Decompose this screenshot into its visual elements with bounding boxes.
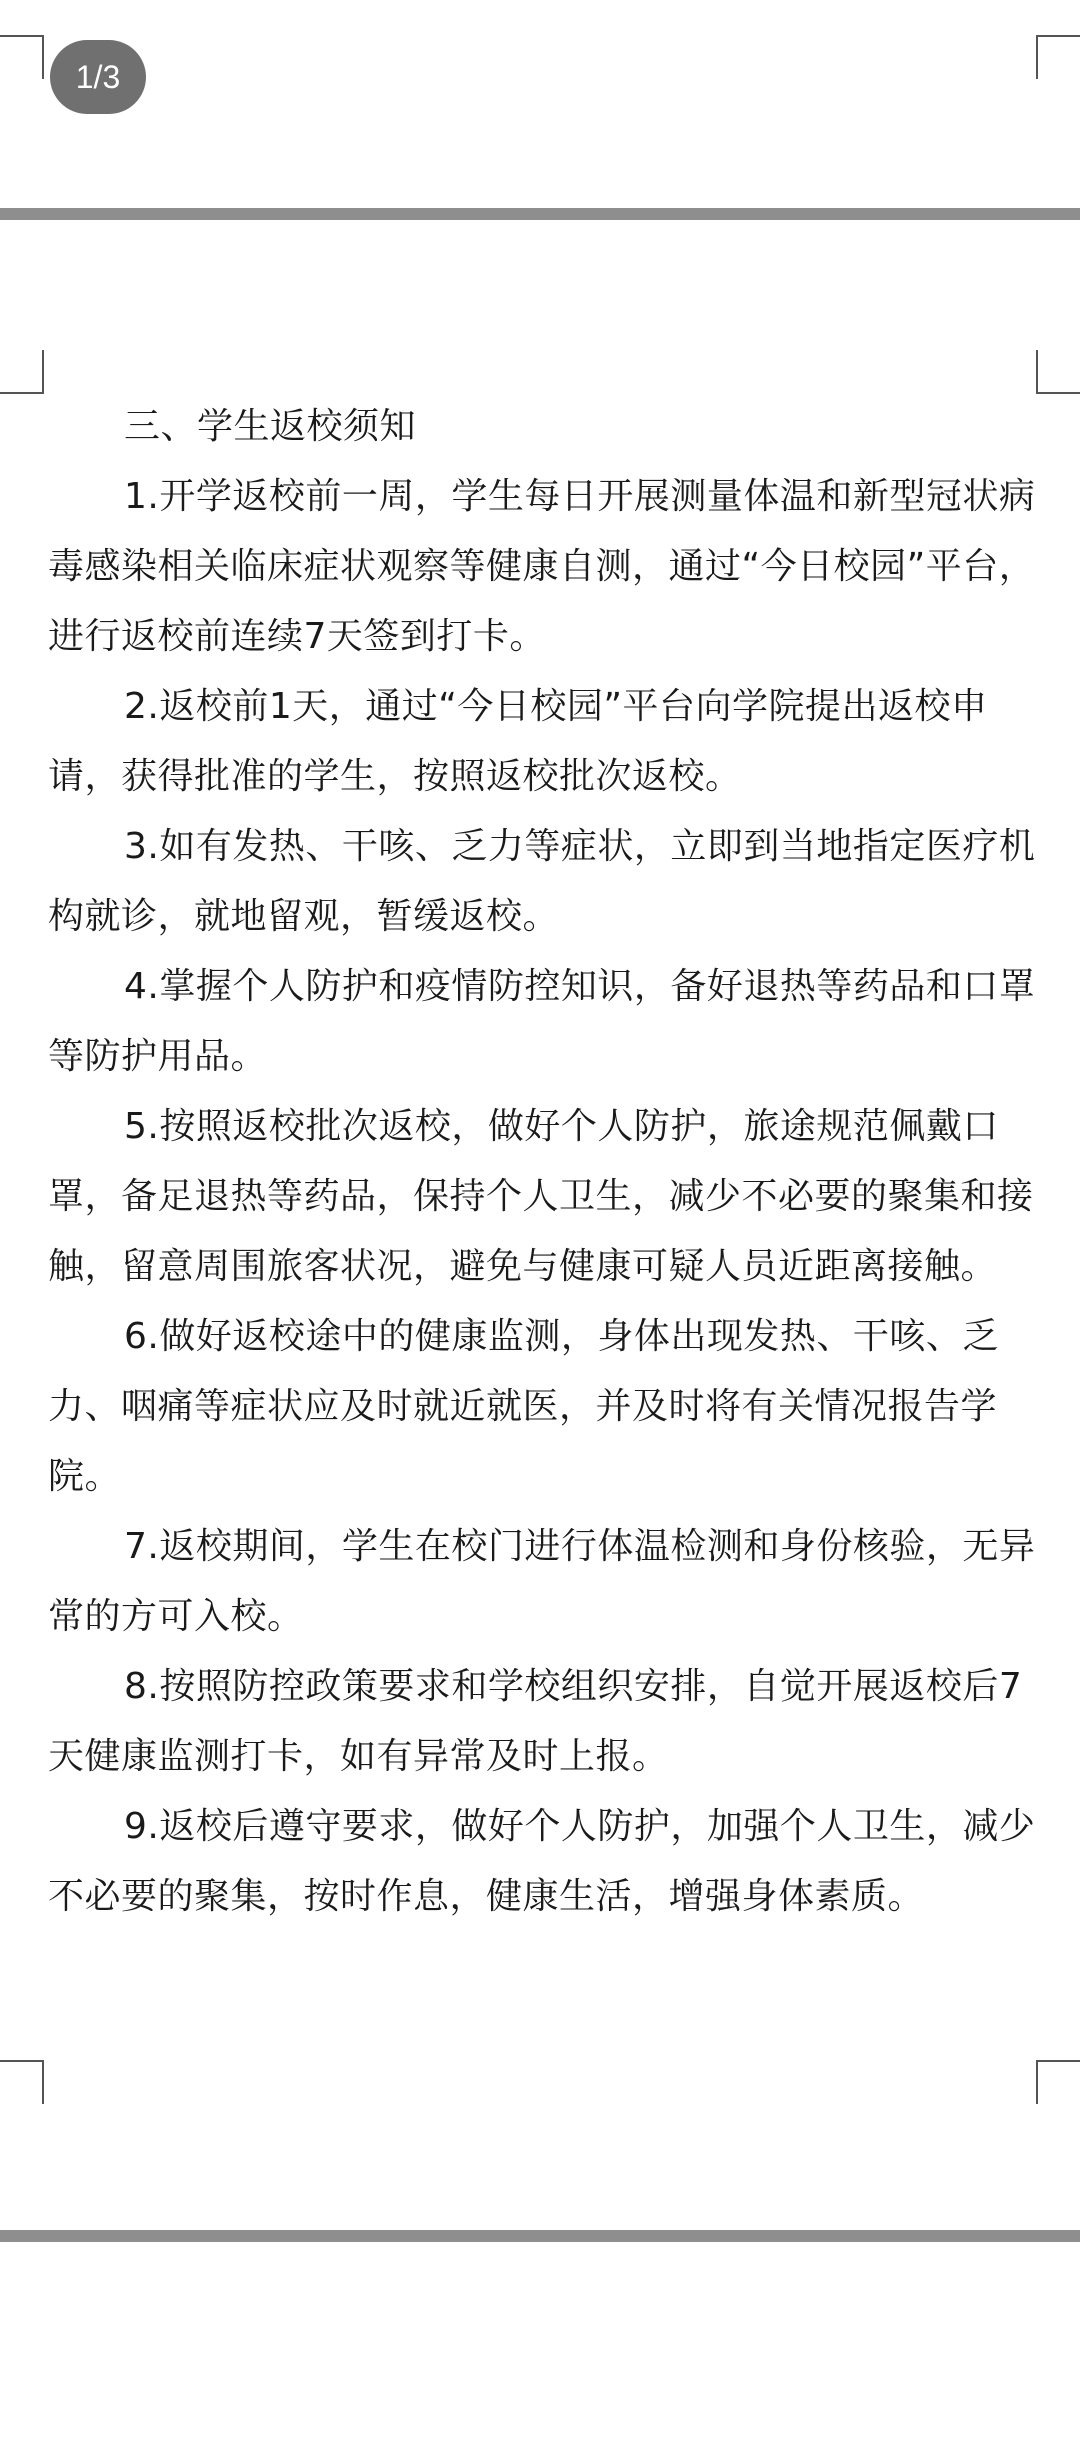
corner-mark-top-left	[0, 350, 44, 394]
paragraph-item-7: 7.返校期间，学生在校门进行体温检测和身份核验，无异常的方可入校。	[48, 1526, 1036, 1637]
paragraph-item-2: 2.返校前1天，通过“今日校园”平台向学院提出返校申请，获得批准的学生，按照返校批次返校。	[48, 686, 988, 797]
paragraph-item-4: 4.掌握个人防护和疫情防控知识，备好退热等药品和口罩等防护用品。	[48, 966, 1036, 1077]
corner-mark-bottom-left	[0, 2060, 44, 2104]
corner-mark-bottom-right	[1036, 2060, 1080, 2104]
paragraph-item-8: 8.按照防控政策要求和学校组织安排，自觉开展返校后7天健康监测打卡，如有异常及时上报。	[48, 1666, 1023, 1777]
paragraph-item-6: 6.做好返校途中的健康监测，身体出现发热、干咳、乏力、咽痛等症状应及时就近就医，并及时将有关情况报告学院。	[48, 1316, 999, 1497]
paragraph-item-3: 3.如有发热、干咳、乏力等症状，立即到当地指定医疗机构就诊，就地留观，暂缓返校。	[48, 826, 1036, 937]
corner-mark-top-right	[1036, 350, 1080, 394]
paragraph-item-5: 5.按照返校批次返校，做好个人防护，旅途规范佩戴口罩，备足退热等药品，保持个人卫生，减少不必要的聚集和接触，留意周围旅客状况，避免与健康可疑人员近距离接触。	[48, 1106, 1034, 1287]
page-separator	[0, 2230, 1080, 2242]
section-heading: 三、学生返校须知	[124, 406, 417, 447]
paragraph-item-9: 9.返校后遵守要求，做好个人防护，加强个人卫生，减少不必要的聚集，按时作息，健康生活，增强身体素质。	[48, 1806, 1036, 1917]
page-separator	[0, 208, 1080, 220]
page-indicator: 1/3	[50, 40, 146, 114]
paragraph-item-1: 1.开学返校前一周，学生每日开展测量体温和新型冠状病毒感染相关临床症状观察等健康自测，通过“今日校园”平台，进行返校前连续7天签到打卡。	[48, 476, 1036, 657]
corner-mark-top-right	[1036, 35, 1080, 79]
document-body	[48, 392, 1038, 1932]
corner-mark-top-left	[0, 35, 44, 79]
